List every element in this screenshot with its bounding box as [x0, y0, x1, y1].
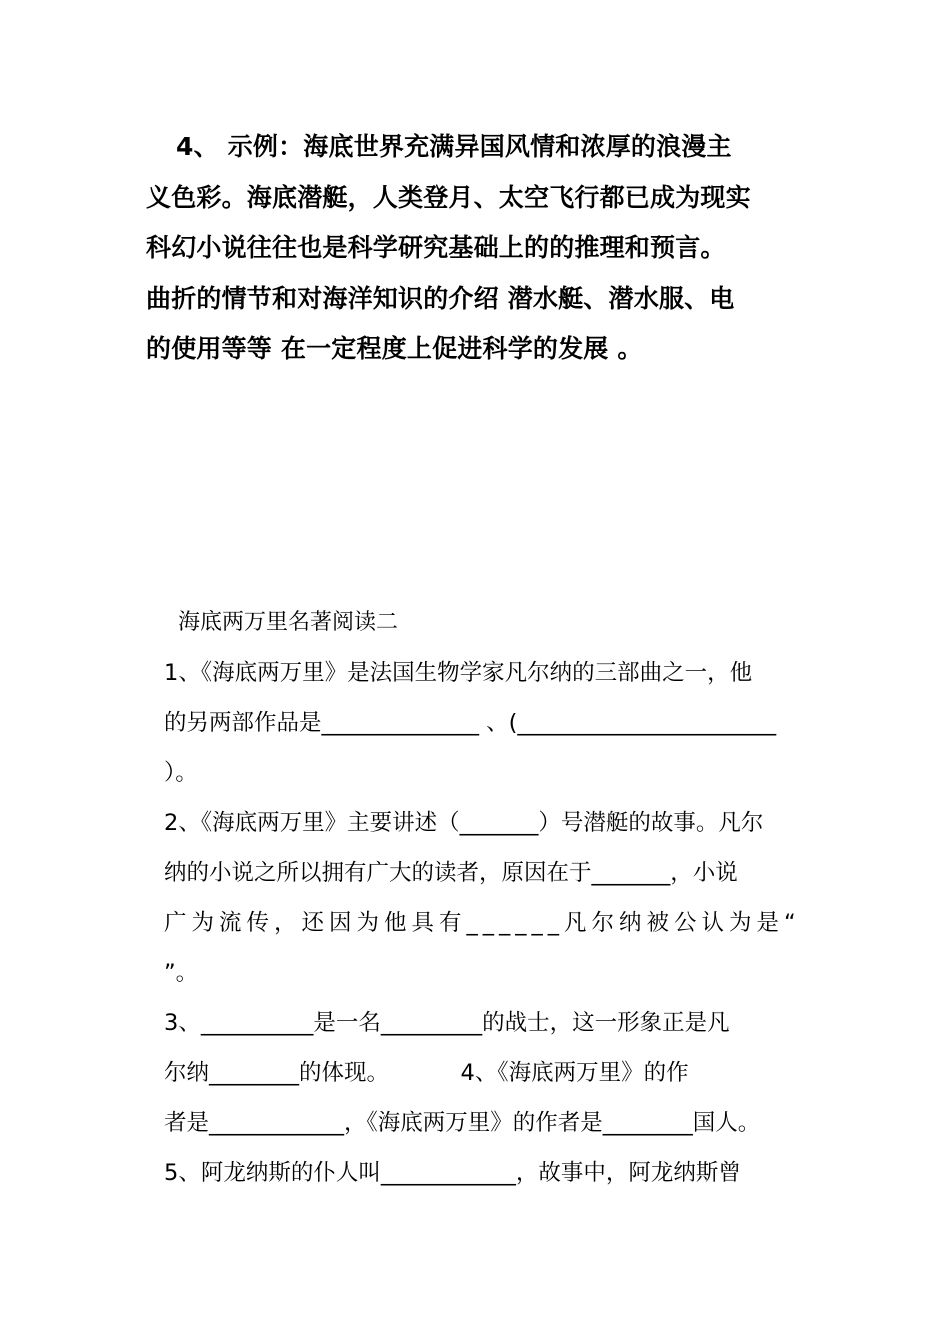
answer-line: 义色彩。海底潜艇，人类登月、太空飞行都已成为现实 [146, 182, 751, 212]
question-line: 广为流传，还因为他具有______凡尔纳被公认为是“ [164, 910, 801, 936]
question-list [164, 648, 864, 1198]
question-line: 5、阿龙纳斯的仆人叫____________，故事中，阿龙纳斯曾 [164, 1160, 741, 1186]
question-line: 者是____________，《海底两万里》的作者是________国人。 [164, 1110, 761, 1136]
question-line: 尔纳________的体现。 4、《海底两万里》的作 [164, 1060, 689, 1086]
answer-line: 曲折的情节和对海洋知识的介绍 潜水艇、潜水服、电 [146, 283, 735, 313]
question-line: 2、《海底两万里》主要讲述（_______）号潜艇的故事。凡尔 [164, 810, 764, 836]
answer-paragraph [146, 122, 826, 375]
question-line: 3、__________是一名_________的战士，这一形象正是凡 [164, 1010, 730, 1036]
question-line: ”。 [164, 960, 199, 986]
section-title: 海底两万里名著阅读二 [178, 610, 399, 635]
answer-line: 的使用等等 在一定程度上促进科学的发展 。 [146, 334, 643, 363]
question-line: 纳的小说之所以拥有广大的读者，原因在于_______，小说 [164, 860, 738, 886]
question-line: ）。 [164, 760, 198, 786]
question-line: 的另两部作品是______________ 、(_______________________ [164, 710, 777, 736]
question-line: 1、《海底两万里》是法国生物学家凡尔纳的三部曲之一，他 [164, 660, 753, 686]
answer-line: 科幻小说往往也是科学研究基础上的的推理和预言。 [146, 233, 726, 262]
answer-line: 4、 示例：海底世界充满异国风情和浓厚的浪漫主 [176, 132, 732, 161]
